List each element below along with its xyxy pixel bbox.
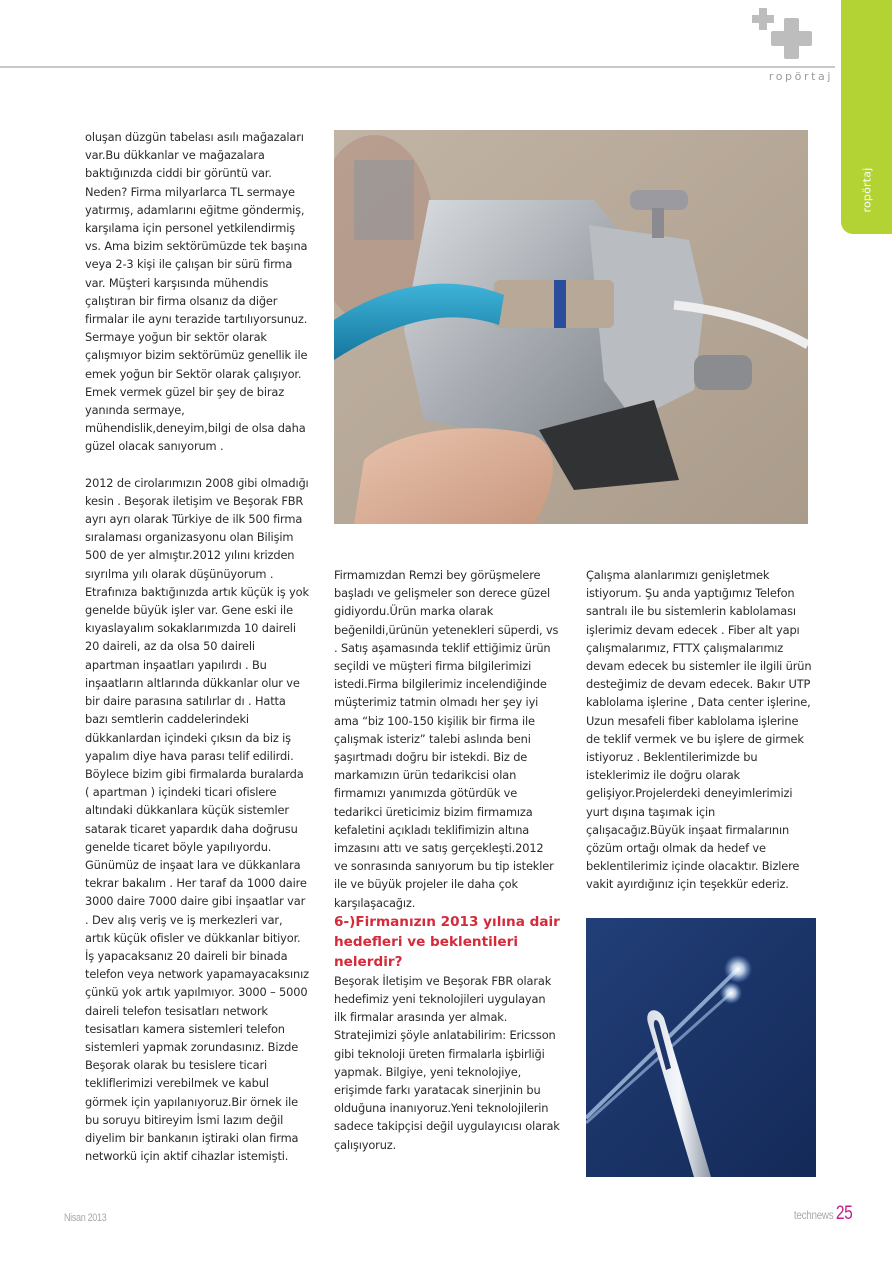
fiber-splicing-tool-photo [334,130,808,524]
header-divider [0,66,835,68]
footer-brand-page [793,1203,852,1225]
page-number: 25 [835,1203,852,1224]
magazine-brand: technews [793,1208,834,1222]
article-column-middle [334,566,560,1154]
section-side-tab [841,0,892,234]
side-tab-label: ropörtaj [860,167,873,213]
interview-answer: Beşorak İletişim ve Beşorak FBR olarak hedefimiz yeni teknolojileri uygulayan ilk firmalar arasında yer almak. Stratejimizi şöyle anlatabilirim: Ericsson gibi teknoloji üreten firmalarla işbirliği yapmak. Bilgiye, yeni teknolojiye, erişimde farkı yaratacak sinerjinin bu olduğuna inanıyoruz.Yeni teknolojilerin sadece takipçisi değil uygulayıcısı olarak çalışıyoruz. [334,973,560,1152]
issue-date: Nisan 2013 [64,1212,107,1224]
paragraph: Çalışma alanlarımızı genişletmek istiyorum. Şu anda yaptığımız Telefon santralı ile bu sistemlerin kablolaması işlerimiz devam edecek . Fiber alt yapı çalışmalarımız, FTTX çalışmalarımız devam edecek bu sistemler ile ilgili ürün desteğimiz de devam edecek. Bakır UTP kablolama işlerine , Data center işlerine, Uzun mesafeli fiber kablolama işlerine de teklif vermek ve bu işlere de girmek istiyoruz . Beklentilerimizde bu isteklerimiz ile doğru olarak gelişiyor.Projelerdeki deneyimlerimizi yurt dışına taşımak için çalışacağız.Büyük inşaat firmalarının çözüm ortağı olmak da hedef ve beklentilerimiz içinde olacaktır. Bizlere vakit ayırdığınız için teşekkür ederiz. [586,568,812,892]
fiber-optic-needle-photo [586,918,816,1177]
plus-icon-large [771,18,812,59]
section-label: ropörtaj [768,70,833,83]
paragraph: 2012 de cirolarımızın 2008 gibi olmadığı kesin . Beşorak iletişim ve Beşorak FBR ayrı ayrı olarak Türkiye de ilk 500 firma sıralaması organizasyonu olan Bilişim 500 de yer almıştır.2012 yılını krizden sıyrılma yılı olarak düşünüyorum . Etrafınıza baktığınızda artık küçük iş yok genelde büyük işler var. Gene eski ile kıyaslayalım sokaklarımızda 10 daireli 20 daireli, az da olsa 50 daireli apartman inşaatları yapılırdı . Bu inşaatların altlarında dükkanlar olur ve bir daire parasına satılırlar dı . Hatta bazı semtlerin caddelerindeki dükkanlardan içindeki çıksın da biz iş yapalım diye hava parası telif edilirdi. Böylece bizim gibi firmalarda buralarda ( apartman ) içindeki ticari ofislere altındaki dükkanlara küçük sistemler satarak ticaret yapardık daha doğrusu genelde ticaret böyle yapılıyordu. Günümüz de inşaat lara ve dükkanlara tekrar bakalım . Her taraf da 1000 daire 3000 daire 7000 daire gibi inşaatlar var . Dev alış veriş ve iş merkezleri var, artık küçük ofisler ve dükkanlar bitiyor. İş yapacaksanız 20 daireli bir binada telefon veya network yapamayacaksınız çünkü yok artık yapılmıyor. 3000 – 5000 daireli telefon tesisatları network tesisatları kamera sistemleri telefon sistemleri yapmak zorundasınız. Bizde Beşorak olarak bu tesislere ticari tekliflerimizi verebilmek ve kabul görmek için yapılanıyoruz.Bir örnek ile bu soruyu bitireyim İsmi lazım değil diyelim bir bankanın iştiraki olan firma networkü için aktif cihazlar istemişti. [85,475,309,1164]
interview-question-heading: 6-)Firmanızın 2013 yılına dair hedefleri ve beklentileri nelerdir? [334,913,560,970]
paragraph: Firmamızdan Remzi bey görüşmelere başladı ve gelişmeler son derece güzel gidiyordu.Ürün marka olarak beğenildi,ürünün yetenekleri süperdi, vs . Satış aşamasında teklif ettiğimiz ürün seçildi ve müşteri firma bilgilerimizi istedi.Firma bilgilerimiz incelendiğinde müşterimiz tatmin olmadı her şey iyi ama “biz 100-150 kişilik bir firma ile çalışmak isteriz” talebi aslında beni şaşırtmadı doğru bir istekdi. Biz de markamızın ürün tedarikcisi olan firmamızı yanımızda götürdük ve tedarikci üreticimiz bizim firmamıza kefaletini açıkladı teklifimizin altına imzasını attı ve satış gerçekleşti.2012 ve sonrasında sanıyorum bu tip istekler ile ve büyük projeler ile daha çok karşılaşacağız. [334,568,559,910]
paragraph: oluşan düzgün tabelası asılı mağazaları var.Bu dükkanlar ve mağazalara baktığınızda ciddi bir görüntü var. Neden? Firma milyarlarca TL sermaye yatırmış, adamlarını eğitme göndermiş, karşılama için personel yetkilendirmiş vs. Ama bizim sektörümüzde tek başına veya 2-3 kişi ile çalışan bir sürü firma var. Müşteri karşısında mühendis çalıştıran bir firma olsanız da diğer firmalar ile aynı terazide tartılıyorsunuz. Sermaye yoğun bir sektör olarak çalışmıyor bizim sektörümüz genellik ile emek yoğun bir Sektör olarak çalışıyor. Emek vermek güzel bir şey de biraz yanında sermaye, mühendislik,deneyim,bilgi de olsa daha güzel olacak sanıyorum . [85,130,308,454]
article-column-right [586,566,812,894]
article-column-left [85,128,311,1165]
